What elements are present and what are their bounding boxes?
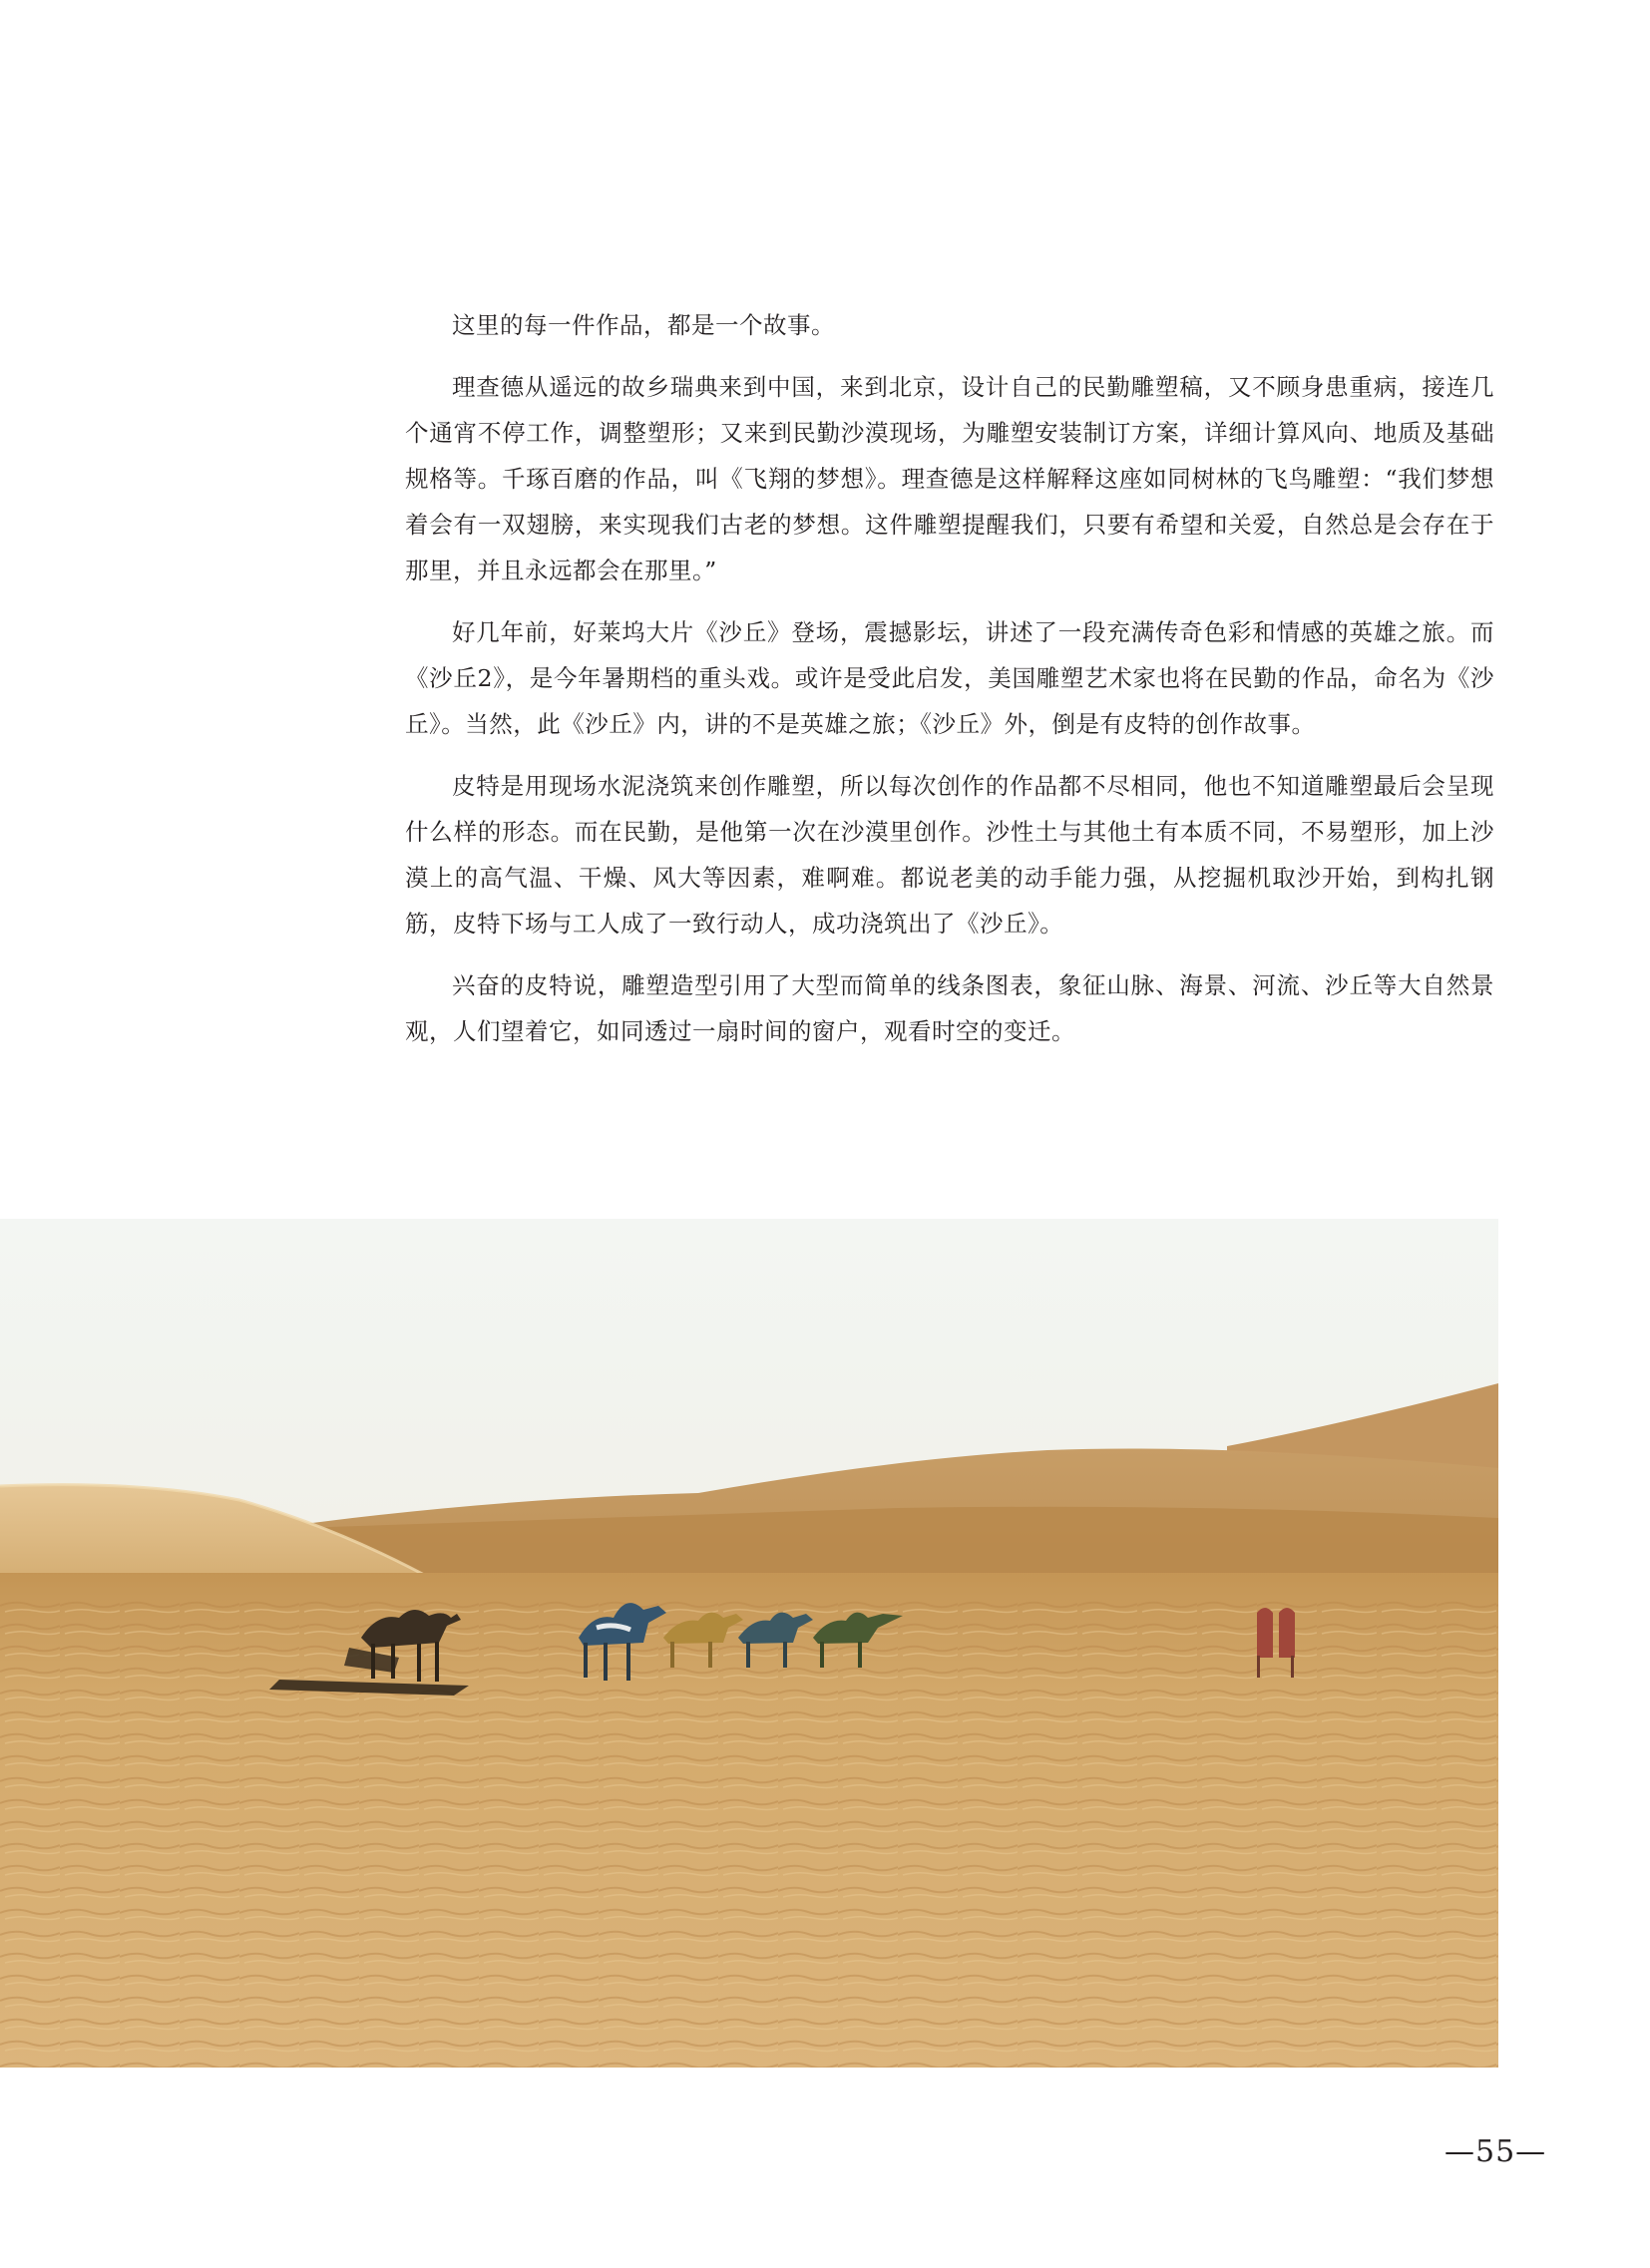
desert-sculpture-photo <box>0 1219 1498 2068</box>
article-body <box>405 302 1494 1070</box>
paragraph-1: 这里的每一件作品，都是一个故事。 <box>452 311 835 339</box>
paragraph-5: 兴奋的皮特说，雕塑造型引用了大型而简单的线条图表，象征山脉、海景、河流、沙丘等大自然景观，人们望着它，如同透过一扇时间的窗户，观看时空的变迁。 <box>405 971 1494 1045</box>
page-number: —55— <box>1444 2134 1547 2169</box>
paragraph-2: 理查德从遥远的故乡瑞典来到中国，来到北京，设计自己的民勤雕塑稿，又不顾身患重病，接连几个通宵不停工作，调整塑形；又来到民勤沙漠现场，为雕塑安装制订方案，详细计算风向、地质及基础规格等。千琢百磨的作品，叫《飞翔的梦想》。理查德是这样解释这座如同树林的飞鸟雕塑：“我们梦想着会有一双翅膀，来实现我们古老的梦想。这件雕塑提醒我们，只要有希望和关爱，自然总是会存在于那里，并且永远都会在那里。” <box>405 373 1494 584</box>
paragraph-3: 好几年前，好莱坞大片《沙丘》登场，震撼影坛，讲述了一段充满传奇色彩和情感的英雄之旅。而《沙丘2》，是今年暑期档的重头戏。或许是受此启发，美国雕塑艺术家也将在民勤的作品，命名为《沙丘》。当然，此《沙丘》内，讲的不是英雄之旅；《沙丘》外，倒是有皮特的创作故事。 <box>405 618 1494 738</box>
paragraph-4: 皮特是用现场水泥浇筑来创作雕塑，所以每次创作的作品都不尽相同，他也不知道雕塑最后会呈现什么样的形态。而在民勤，是他第一次在沙漠里创作。沙性土与其他土有本质不同，不易塑形，加上沙漠上的高气温、干燥、风大等因素，难啊难。都说老美的动手能力强，从挖掘机取沙开始，到构扎钢筋，皮特下场与工人成了一致行动人，成功浇筑出了《沙丘》。 <box>405 772 1494 938</box>
sand-ripples <box>0 1598 1498 2068</box>
